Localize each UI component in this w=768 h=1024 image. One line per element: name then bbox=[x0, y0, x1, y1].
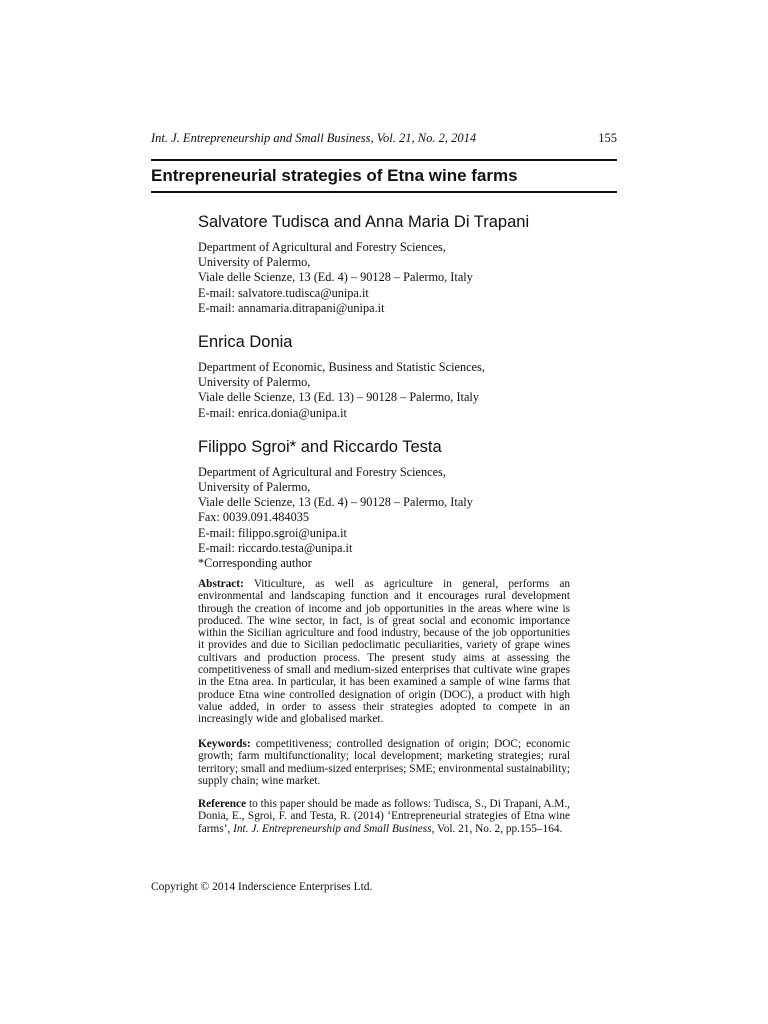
affiliation-line: Viale delle Scienze, 13 (Ed. 13) – 90128 – Palermo, Italy bbox=[198, 390, 479, 405]
email-line: E-mail: filippo.sgroi@unipa.it bbox=[198, 525, 347, 540]
authors-block bbox=[198, 210, 598, 585]
reference-journal: Int. J. Entrepreneurship and Small Business bbox=[233, 822, 432, 835]
email-line: E-mail: enrica.donia@unipa.it bbox=[198, 405, 347, 420]
abstract-label: Abstract: bbox=[198, 578, 244, 590]
running-header bbox=[151, 130, 617, 146]
affiliation-line: Viale delle Scienze, 13 (Ed. 4) – 90128 – Palermo, Italy bbox=[198, 270, 473, 285]
affiliation-line: University of Palermo, bbox=[198, 480, 311, 495]
affiliation-line: Department of Agricultural and Forestry Sciences, bbox=[198, 464, 446, 479]
title-rule-bottom bbox=[151, 191, 617, 193]
affiliation-line: Department of Agricultural and Forestry Sciences, bbox=[198, 240, 446, 254]
abstract bbox=[198, 578, 570, 726]
author-names: Filippo Sgroi* and Riccardo Testa bbox=[198, 437, 442, 456]
author-group bbox=[198, 210, 598, 316]
reference-details: , Vol. 21, No. 2, pp.155–164. bbox=[431, 822, 563, 835]
keywords-text: competitiveness; controlled designation of origin; DOC; economic growth; farm multifunctionality; local development; marketing strategies; rural territory; small and medium-sized enterprises; SME; environmental sustainability; supply chain; wine market. bbox=[198, 738, 570, 787]
reference-label: Reference bbox=[198, 798, 247, 810]
journal-citation: Int. J. Entrepreneurship and Small Business, Vol. 21, No. 2, 2014 bbox=[151, 131, 477, 145]
author-names: Enrica Donia bbox=[198, 333, 293, 352]
affiliation-line: Department of Economic, Business and Statistic Sciences, bbox=[198, 360, 485, 375]
corresponding-author-note: *Corresponding author bbox=[198, 556, 312, 571]
email-line: E-mail: salvatore.tudisca@unipa.it bbox=[198, 285, 369, 300]
abstract-text: Viticulture, as well as agriculture in general, performs an environmental and landscaping function and it encourages rural development through the creation of income and job opportunities in the areas where wine is produced. The wine sector, in fact, is of great social and economic importance within the Sicilian agriculture and food industry, because of the job opportunities it provides and due to Sicilian pedoclimatic peculiarities, variety of grape wines cultivars and production process. The present study aims at assessing the competitiveness of small and medium-sized enterprises that cultivate wine grapes in the Etna area. In particular, it has been examined a sample of wine farms that produce Etna wine controlled designation of origin (DOC), a product with high value added, in order to assess their strategies adopted to compete in an increasingly wide and globalised market. bbox=[198, 578, 570, 726]
title-rule-top bbox=[151, 159, 617, 161]
author-group bbox=[198, 435, 598, 571]
author-names: Salvatore Tudisca and Anna Maria Di Trapani bbox=[198, 213, 530, 231]
affiliation-line: Viale delle Scienze, 13 (Ed. 4) – 90128 – Palermo, Italy bbox=[198, 495, 473, 510]
email-line: E-mail: riccardo.testa@unipa.it bbox=[198, 540, 353, 555]
author-group bbox=[198, 330, 598, 421]
article-title: Entrepreneurial strategies of Etna wine farms bbox=[151, 166, 518, 185]
keywords-label: Keywords: bbox=[198, 738, 251, 750]
reference-note bbox=[198, 798, 570, 835]
affiliation-line: University of Palermo, bbox=[198, 375, 311, 390]
keywords bbox=[198, 738, 570, 787]
copyright-notice: Copyright © 2014 Inderscience Enterprises Ltd. bbox=[151, 881, 373, 893]
reference-text: to this paper should be made as follows: Tudisca, S., Di Trapani, A.M., Donia, E., Sgroi, F. and Testa, R. (2014) ‘Entrepreneurial strategies of Etna wine farms’, bbox=[198, 798, 570, 835]
fax-line: Fax: 0039.091.484035 bbox=[198, 510, 310, 525]
affiliation-line: University of Palermo, bbox=[198, 255, 311, 270]
page-number: 155 bbox=[598, 131, 617, 145]
email-line: E-mail: annamaria.ditrapani@unipa.it bbox=[198, 300, 385, 315]
